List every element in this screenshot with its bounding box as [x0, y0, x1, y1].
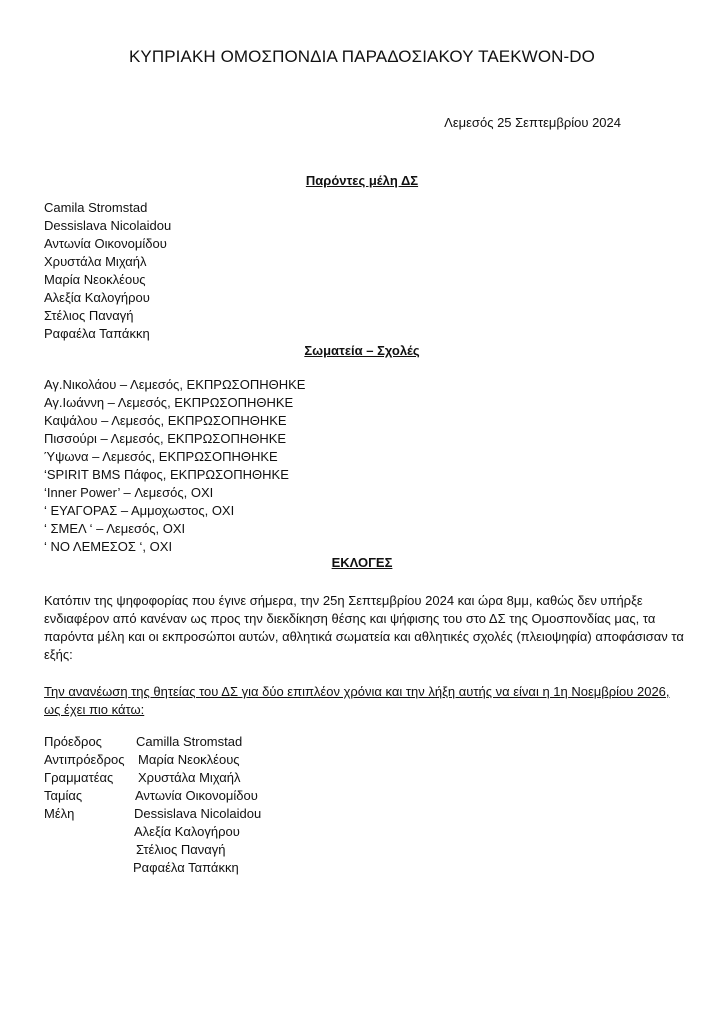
board-member-name: Αλεξία Καλογήρου: [134, 824, 240, 839]
list-item: Ραφαέλα Ταπάκκη: [44, 326, 150, 341]
list-item: Dessislava Nicolaidou: [44, 218, 172, 233]
board-role: Ταμίας: [44, 788, 83, 803]
members-heading: Παρόντες μέλη ΔΣ: [305, 173, 419, 188]
list-item: Αγ.Νικολάου – Λεμεσός, ΕΚΠΡΩΣΟΠΗΘΗΚΕ: [44, 377, 306, 392]
list-item: Αγ.Ιωάννη – Λεμεσός, ΕΚΠΡΩΣΟΠΗΘΗΚΕ: [44, 395, 294, 410]
document-date: Λεμεσός 25 Σεπτεμβρίου 2024: [444, 115, 621, 130]
board-member-name: Αντωνία Οικονομίδου: [135, 788, 258, 803]
list-item: Μαρία Νεοκλέους: [44, 272, 146, 287]
list-item: ‘ ΝΟ ΛΕΜΕΣΟΣ ‘, ΟΧΙ: [44, 539, 173, 554]
clubs-list: [44, 376, 305, 556]
elections-paragraph: Κατόπιν της ψηφοφορίας που έγινε σήμερα, την 25η Σεπτεμβρίου 2024 και ώρα 8μμ, καθώς δεν υπήρξε ενδιαφέρον από κανέναν ως προς την διεκδίκηση θέσης και ψήφισης του στο ΔΣ της Ομοσπονδίας μας, τα παρόντα μέλη και οι εκπροσώποι αυτών, αθλητικά σωματεία και αθλητικές σχολές (πλειοψηφία) αποφάσισαν τα εξής:: [44, 593, 684, 662]
list-item: ‘SPIRIT BMS Πάφος, ΕΚΠΡΩΣΟΠΗΘΗΚΕ: [44, 467, 289, 482]
board-role: Μέλη: [44, 806, 75, 821]
board-member-name: Camilla Stromstad: [136, 734, 243, 749]
board-member-name: Μαρία Νεοκλέους: [138, 752, 240, 767]
board-member-name: Χρυστάλα Μιχαήλ: [138, 770, 241, 785]
board-member-name: Στέλιος Παναγή: [136, 842, 226, 857]
clubs-heading: Σωματεία – Σχολές: [304, 343, 420, 358]
document-title: ΚΥΠΡΙΑΚΗ ΟΜΟΣΠΟΝΔΙΑ ΠΑΡΑΔΟΣΙΑΚΟΥ TAEKWON-DO: [128, 47, 595, 66]
members-list: [44, 199, 171, 343]
list-item: Ύψωνα – Λεμεσός, ΕΚΠΡΩΣΟΠΗΘΗΚΕ: [44, 449, 278, 464]
list-item: Αλεξία Καλογήρου: [44, 290, 150, 305]
list-item: ‘ ΣΜΕΛ ‘ – Λεμεσός, ΟΧΙ: [44, 521, 186, 536]
board-role: Πρόεδρος: [44, 734, 102, 749]
board-member-name: Ραφαέλα Ταπάκκη: [133, 860, 239, 875]
decision-paragraph: Την ανανέωση της θητείας του ΔΣ για δύο επιπλέον χρόνια και την λήξη αυτής να είναι η 1η Νοεμβρίου 2026, ως έχει πιο κάτω:: [44, 684, 670, 717]
list-item: Καψάλου – Λεμεσός, ΕΚΠΡΩΣΟΠΗΘΗΚΕ: [44, 413, 287, 428]
board-role: Αντιπρόεδρος: [44, 752, 125, 767]
board-role: Γραμματέας: [44, 770, 114, 785]
list-item: Camila Stromstad: [44, 200, 148, 215]
list-item: Χρυστάλα Μιχαήλ: [44, 254, 147, 269]
list-item: Πισσούρι – Λεμεσός, ΕΚΠΡΩΣΟΠΗΘΗΚΕ: [44, 431, 287, 446]
list-item: Αντωνία Οικονομίδου: [44, 236, 167, 251]
board-member-name: Dessislava Nicolaidou: [134, 806, 262, 821]
list-item: ‘ ΕΥΑΓΟΡΑΣ – Αμμοχωστος, ΟΧΙ: [44, 503, 235, 518]
list-item: ‘Inner Power’ – Λεμεσός, ΟΧΙ: [44, 485, 214, 500]
elections-heading: ΕΚΛΟΓΕΣ: [331, 555, 393, 570]
list-item: Στέλιος Παναγή: [44, 308, 134, 323]
